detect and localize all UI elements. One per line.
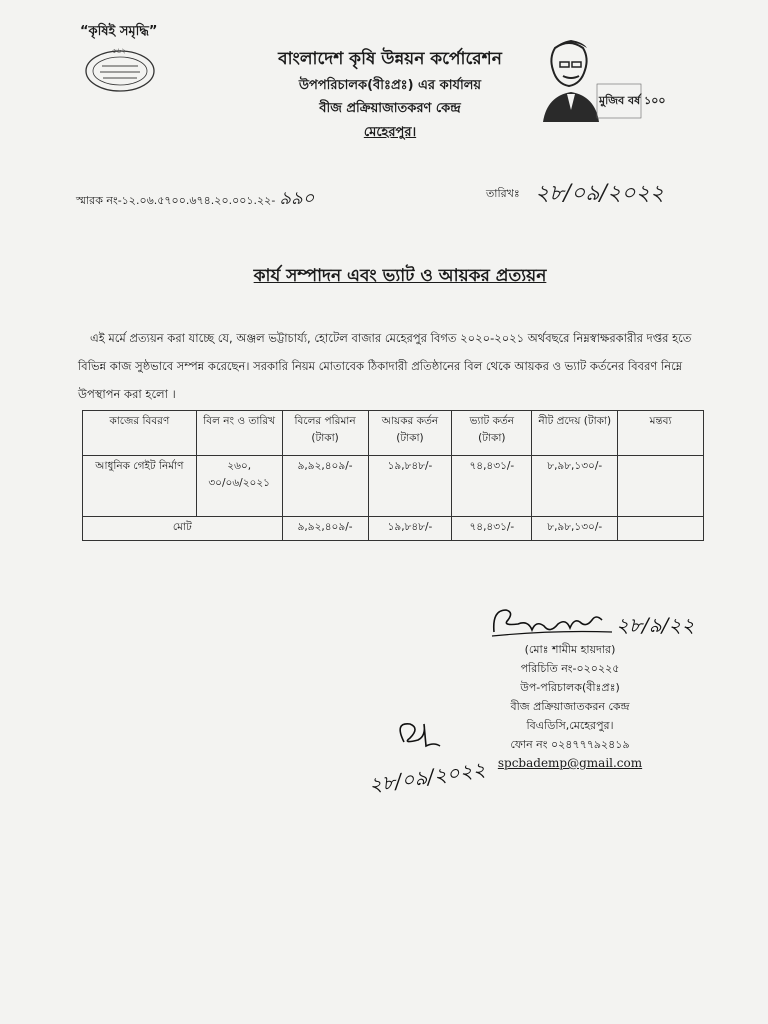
table-header-row: [83, 411, 704, 456]
signatory-center: বীজ প্রক্রিয়াজাতকরন কেন্দ্র: [510, 700, 630, 713]
col-header-vat: ভ্যাট কর্তন (টাকা): [452, 411, 532, 456]
cell-amount: ৯,৯২,৪০৯/-: [282, 456, 368, 517]
location: মেহেরপুর।: [363, 125, 417, 140]
org-name: বাংলাদেশ কৃষি উন্নয়ন কর্পোরেশন: [278, 49, 502, 69]
signatory-place: বিএডিসি,মেহেরপুর।: [526, 719, 614, 732]
cell-income-tax: ১৯,৮৪৮/-: [368, 456, 452, 517]
total-label: মোট: [83, 517, 283, 541]
memo-number-handwritten: ৯৯০: [279, 188, 315, 209]
signatory-id: পরিচিতি নং-০২০২২৫: [520, 662, 620, 675]
body-paragraph: এই মর্মে প্রত্যয়ন করা যাচ্ছে যে, অঞ্জল ভট্টাচার্য্য, হোটেল বাজার মেহেরপুর বিগত ২০২০-২০২১ অর্থবছরে নিম্নস্বাক্ষরকারীর দপ্তর হতে বিভিন্ন কাজ সুষ্ঠভাবে সম্পন্ন করেছেন। সরকারি নিয়ম মোতাবেক ঠিকাদারী প্রতিষ্ঠানের বিল থেকে আয়কর ও ভ্যাট কর্তনের বিবরণ নিম্নে উপস্থাপন করা হলো ।: [78, 331, 692, 401]
deduction-table: [82, 410, 704, 541]
total-income-tax: ১৯,৮৪৮/-: [368, 517, 452, 541]
table-total-row: [83, 517, 704, 541]
portrait-caption: মুজিব বর্ষ ১০০: [599, 94, 666, 107]
document-title-text: কার্য সম্পাদন এবং ভ্যাট ও আয়কর প্রত্যয়ন: [253, 266, 547, 286]
cell-vat: ৭৪,৪৩১/-: [452, 456, 532, 517]
mujib-portrait-logo: [533, 36, 666, 122]
cell-work: আধুনিক গেইট নির্মাণ: [83, 456, 197, 517]
date-label: তারিখঃ: [486, 187, 520, 200]
cell-remarks: [618, 456, 704, 517]
date-handwritten: ২৮/০৯/২০২২: [535, 181, 665, 206]
total-vat: ৭৪,৪৩১/-: [452, 517, 532, 541]
col-header-amount: বিলের পরিমান (টাকা): [282, 411, 368, 456]
col-header-work: কাজের বিবরণ: [83, 411, 197, 456]
col-header-bill: বিল নং ও তারিখ: [196, 411, 282, 456]
total-remarks: [618, 517, 704, 541]
office-name: উপপরিচালক(বীঃপ্রঃ) এর কার্যালয়: [298, 78, 482, 93]
memo-number: [76, 184, 314, 215]
motto: “কৃষিই সমৃদ্ধি”: [80, 24, 158, 39]
col-header-net: নীট প্রদেয় (টাকা): [532, 411, 618, 456]
center-name: বীজ প্রক্রিয়াজাতকরণ কেন্দ্র: [319, 101, 461, 116]
signatory-designation: উপ-পরিচালক(বীঃপ্রঃ): [520, 681, 620, 694]
memo-number-label: স্মারক নং-১২.০৬.৫৭০০.৬৭৪.২০.০০১.২২-: [76, 194, 276, 207]
signatory-block: [470, 640, 670, 773]
signatory-email[interactable]: spcbademp@gmail.com: [497, 756, 643, 770]
total-net: ৮,৯৮,১৩০/-: [532, 517, 618, 541]
endorsement-initials: [367, 712, 490, 802]
svg-text:৫৬২: ৫৬২: [112, 47, 126, 55]
office-seal-stamp: [78, 44, 162, 94]
cell-bill: ২৬০, ৩০/০৬/২০২১: [196, 456, 282, 517]
col-header-income-tax: আয়কর কর্তন (টাকা): [368, 411, 452, 456]
cell-net: ৮,৯৮,১৩০/-: [532, 456, 618, 517]
table-row: [83, 456, 704, 517]
endorsement-date: ২৮/০৯/২০২২: [367, 756, 488, 797]
signatory-name: (মোঃ শামীম হায়দার): [524, 643, 616, 656]
officer-signature: [488, 602, 695, 642]
total-amount: ৯,৯২,৪০৯/-: [282, 517, 368, 541]
signatory-phone: ফোন নং ০২৪৭৭৭৯২৪১৯: [510, 738, 630, 751]
col-header-remarks: মন্তব্য: [618, 411, 704, 456]
document-title: [150, 263, 650, 291]
signature-date: ২৮/৯/২২: [616, 613, 695, 637]
